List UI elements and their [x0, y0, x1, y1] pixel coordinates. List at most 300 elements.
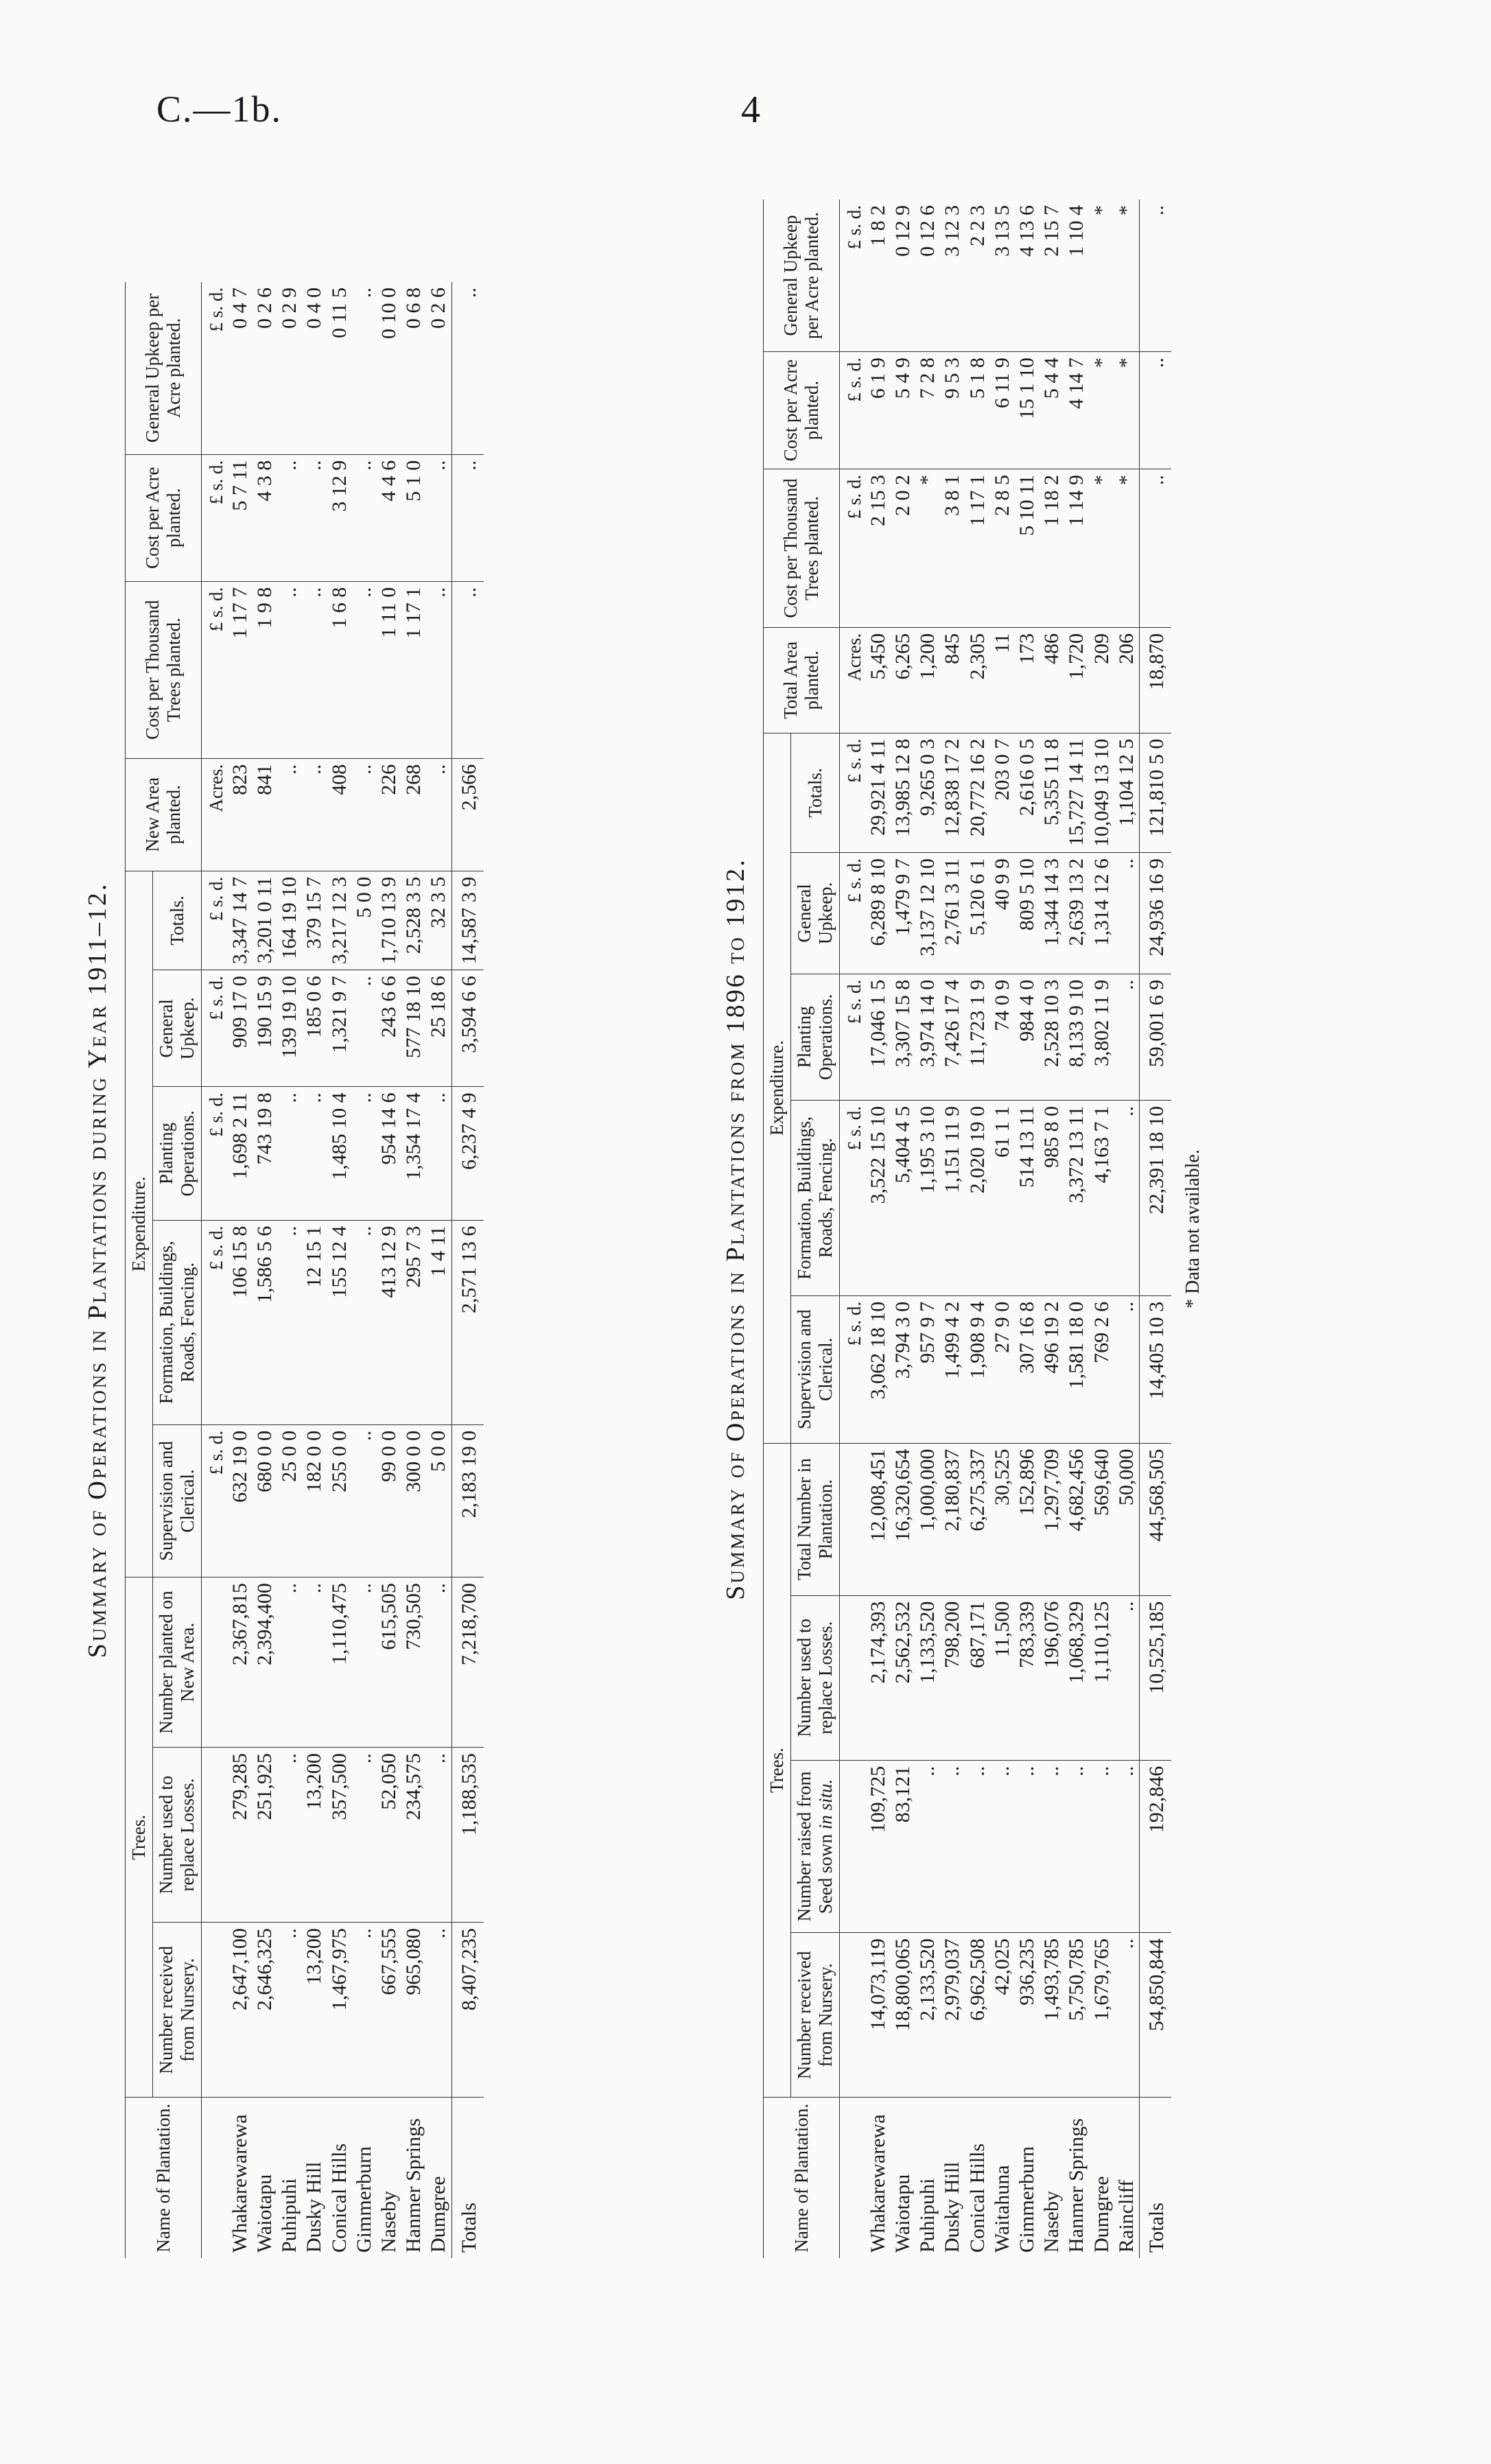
cell-upkeep-acre: 0 10 0: [377, 288, 401, 339]
cell-cost-acre: 6 1 9: [866, 352, 891, 469]
cell-total-area: 18,870: [1139, 628, 1171, 734]
cell-upkeep-acre: 0 4 7: [228, 288, 251, 329]
col-planted: Number planted on New Area.: [153, 1577, 202, 1748]
cell-received: 936,235: [1015, 1933, 1040, 2098]
cell-planting: 1,698 2 11: [228, 1087, 253, 1220]
cell-supervision: ..: [352, 1424, 377, 1577]
col-total-number: Total Number in Plantation.: [791, 1443, 840, 1595]
cell-planted: ..: [352, 1577, 377, 1748]
cell-total-number: 1,000,000: [915, 1443, 940, 1595]
cell-total-number: 16,320,654: [891, 1443, 915, 1595]
table-row: [352, 282, 377, 2258]
cell-totals: 2,528 3 5: [401, 871, 426, 970]
cell-upkeep: 243 6 6: [377, 970, 401, 1087]
cell-upkeep-acre: ..: [451, 282, 484, 454]
unit-label: £ s. d.: [202, 871, 228, 970]
cell-planting: 1,485 10 4: [327, 1087, 352, 1220]
cell-cost-thousand: *: [1114, 469, 1140, 627]
insitu-italic: in situ.: [815, 1779, 836, 1830]
table-row: [915, 200, 940, 2258]
cell-planted: ..: [426, 1577, 451, 1748]
cell-received: ..: [277, 1923, 302, 2098]
table-row: [866, 200, 891, 2258]
cell-totals: 203 0 7: [990, 733, 1015, 853]
cell-total-area: 845: [940, 628, 965, 734]
cell-cost-acre: ..: [302, 454, 327, 581]
cell-cost-thousand: 1 9 8: [253, 581, 277, 758]
col-insitu: [791, 1760, 840, 1932]
cell-planting: ..: [352, 1087, 377, 1220]
cell-upkeep: 3,594 6 6: [451, 970, 484, 1087]
cell-totals: 1,104 12 5: [1114, 733, 1140, 853]
cell-name: Dumgree: [426, 2098, 451, 2258]
cell-new-area: 408: [327, 758, 352, 871]
col-cost-acre: Cost per Acre planted.: [126, 454, 202, 581]
cell-cost-acre: 15 1 10: [1015, 352, 1040, 469]
table-1911-12: [125, 282, 484, 2258]
cell-insitu: ..: [1040, 1760, 1064, 1932]
table-row: [891, 200, 915, 2258]
cell-new-area: 841: [253, 758, 277, 871]
cell-cost-thousand: 1 14 9: [1064, 469, 1089, 627]
unit-label: Acres.: [202, 758, 228, 871]
rotated-content: [0, 200, 1441, 2464]
col-received: Number received from Nursery.: [791, 1933, 840, 2098]
cell-received: 667,555: [377, 1923, 401, 2098]
cell-formation: 413 12 9: [377, 1220, 401, 1424]
cell-planted: 7,218,700: [451, 1577, 484, 1748]
cell-total-area: 5,450: [866, 628, 891, 734]
cell-replace: 279,285: [228, 1748, 253, 1923]
cell-cost-acre: ..: [1139, 352, 1171, 469]
cell-insitu: ..: [1015, 1760, 1040, 1932]
col-new-area: New Area planted.: [126, 758, 202, 871]
table-row: [1090, 200, 1114, 2258]
cell-planting: 3,974 14 0: [915, 974, 940, 1100]
col-totals: Totals.: [153, 871, 202, 970]
cell-formation: 1,586 5 6: [253, 1220, 277, 1424]
cell-upkeep: 1,314 12 6: [1090, 853, 1114, 974]
cell-upkeep-acre: 3 12 3: [941, 205, 964, 257]
cell-upkeep: 6,289 8 10: [866, 853, 891, 974]
cell-total-area: 6,265: [891, 628, 915, 734]
cell-insitu: ..: [1064, 1760, 1089, 1932]
col-supervision: Supervision and Clerical.: [791, 1295, 840, 1443]
cell-supervision: 3,062 18 10: [866, 1295, 891, 1443]
cell-upkeep: 25 18 6: [426, 970, 451, 1087]
cell-upkeep: 577 18 10: [401, 970, 426, 1087]
cell-upkeep-acre: 0 12 9: [891, 205, 915, 257]
cell-formation: 1,151 11 9: [940, 1101, 965, 1296]
cell-totals: 20,772 16 2: [965, 733, 990, 853]
table-row: [327, 282, 352, 2258]
cell-totals: 9,265 0 3: [915, 733, 940, 853]
cell-upkeep: 40 9 9: [990, 853, 1015, 974]
cell-cost-thousand: 1 18 2: [1040, 469, 1064, 627]
cell-name: Dumgree: [1090, 2098, 1114, 2258]
cell-formation: ..: [352, 1220, 377, 1424]
cell-upkeep-acre: 0 4 0: [303, 288, 326, 329]
cell-cost-thousand: 5 10 11: [1015, 469, 1040, 627]
cell-formation: 22,391 18 10: [1139, 1101, 1171, 1296]
cell-cost-acre: 7 2 8: [915, 352, 940, 469]
cell-name: Whakarewarewa: [866, 2098, 891, 2258]
cell-cost-thousand: ..: [277, 581, 302, 758]
cell-insitu: ..: [1114, 1760, 1140, 1932]
cell-supervision: 25 0 0: [277, 1424, 302, 1577]
cell-cost-acre: 5 4 4: [1040, 352, 1064, 469]
cell-supervision: 1,499 4 2: [940, 1295, 965, 1443]
cell-upkeep-acre: 1 10 4: [1065, 205, 1088, 257]
cell-replace: 687,171: [965, 1595, 990, 1760]
col-received: Number received from Nursery.: [153, 1923, 202, 2098]
totals-row: [451, 282, 484, 2258]
cell-name: Puhipuhi: [277, 2098, 302, 2258]
cell-received: ..: [1114, 1933, 1140, 2098]
unit-label: £ s. d.: [206, 288, 227, 332]
cell-supervision: 496 19 2: [1040, 1295, 1064, 1443]
cell-formation: 3,372 13 11: [1064, 1101, 1089, 1296]
cell-replace: 52,050: [377, 1748, 401, 1923]
cell-planting: 6,237 4 9: [451, 1087, 484, 1220]
cell-upkeep-acre: 2 2 3: [965, 205, 989, 246]
cell-formation: 155 12 4: [327, 1220, 352, 1424]
cell-totals: 379 15 7: [302, 871, 327, 970]
cell-received: 14,073,119: [866, 1933, 891, 2098]
cell-total-area: 173: [1015, 628, 1040, 734]
cell-planting: 743 19 8: [253, 1087, 277, 1220]
cell-replace: 13,200: [302, 1748, 327, 1923]
cell-upkeep: 3,137 12 10: [915, 853, 940, 974]
cell-replace: 1,133,520: [915, 1595, 940, 1760]
cell-planting: 984 4 0: [1015, 974, 1040, 1100]
col-upkeep: General Upkeep.: [153, 970, 202, 1087]
group-expenditure: Expenditure.: [764, 733, 791, 1443]
unit-label: Acres.: [840, 628, 866, 734]
cell-upkeep-acre: *: [1090, 205, 1113, 215]
cell-totals: 164 19 10: [277, 871, 302, 970]
cell-formation: ..: [1114, 1101, 1140, 1296]
cell-replace: 2,562,532: [891, 1595, 915, 1760]
cell-totals: 10,049 13 10: [1090, 733, 1114, 853]
cell-formation: 295 7 3: [401, 1220, 426, 1424]
cell-planting: ..: [277, 1087, 302, 1220]
cell-cost-thousand: ..: [1139, 469, 1171, 627]
cell-received: 965,080: [401, 1923, 426, 2098]
cell-new-area: ..: [426, 758, 451, 871]
cell-supervision: 300 0 0: [401, 1424, 426, 1577]
table-row: [940, 200, 965, 2258]
cell-replace: 10,525,185: [1139, 1595, 1171, 1760]
cell-received: 1,679,765: [1090, 1933, 1114, 2098]
cell-cost-acre: 9 5 3: [940, 352, 965, 469]
cell-replace: 783,339: [1015, 1595, 1040, 1760]
cell-name: Hanmer Springs: [1064, 2098, 1089, 2258]
cell-total-area: 486: [1040, 628, 1064, 734]
table-row: [1040, 200, 1064, 2258]
cell-replace: 2,174,393: [866, 1595, 891, 1760]
cell-upkeep: 24,936 16 9: [1139, 853, 1171, 974]
cell-received: ..: [426, 1923, 451, 2098]
group-trees: Trees.: [764, 1443, 791, 2098]
cell-formation: 3,522 15 10: [866, 1101, 891, 1296]
col-upkeep: General Upkeep.: [791, 853, 840, 974]
cell-replace: ..: [277, 1748, 302, 1923]
cell-name: Gimmerburn: [352, 2098, 377, 2258]
cell-received: 1,493,785: [1040, 1933, 1064, 2098]
cell-formation: 1,195 3 10: [915, 1101, 940, 1296]
col-total-area: Total Area planted.: [764, 628, 840, 734]
col-name: Name of Plantation.: [764, 2098, 840, 2258]
unit-label: £ s. d.: [844, 205, 865, 250]
cell-formation: 61 1 1: [990, 1101, 1015, 1296]
unit-label: £ s. d.: [840, 853, 866, 974]
cell-cost-acre: ..: [426, 454, 451, 581]
cell-received: 2,647,100: [228, 1923, 253, 2098]
cell-name: Naseby: [1040, 2098, 1064, 2258]
cell-upkeep-acre: *: [1114, 205, 1138, 215]
unit-label: £ s. d.: [202, 970, 228, 1087]
cell-supervision: 5 0 0: [426, 1424, 451, 1577]
cell-total-area: 2,305: [965, 628, 990, 734]
cell-insitu: ..: [1090, 1760, 1114, 1932]
cell-totals: 12,838 17 2: [940, 733, 965, 853]
cell-upkeep-acre: 0 12 6: [916, 205, 939, 257]
cell-total-number: 44,568,505: [1139, 1443, 1171, 1595]
unit-label: £ s. d.: [840, 1101, 866, 1296]
cell-totals: 13,985 12 8: [891, 733, 915, 853]
unit-label: £ s. d.: [840, 469, 866, 627]
cell-received: 6,962,508: [965, 1933, 990, 2098]
unit-label: £ s. d.: [202, 454, 228, 581]
cell-replace: ..: [426, 1748, 451, 1923]
cell-cost-acre: *: [1090, 352, 1114, 469]
cell-supervision: 14,405 10 3: [1139, 1295, 1171, 1443]
cell-upkeep: ..: [1114, 853, 1140, 974]
cell-planting: ..: [426, 1087, 451, 1220]
cell-supervision: 632 19 0: [228, 1424, 253, 1577]
cell-cost-acre: 5 7 11: [228, 454, 253, 581]
col-totals: Totals.: [791, 733, 840, 853]
unit-label: £ s. d.: [840, 1295, 866, 1443]
cell-supervision: 99 0 0: [377, 1424, 401, 1577]
cell-planting: 17,046 1 5: [866, 974, 891, 1100]
cell-insitu: ..: [915, 1760, 940, 1932]
cell-cost-thousand: ..: [302, 581, 327, 758]
cell-cost-thousand: ..: [352, 581, 377, 758]
cell-planting: 74 0 9: [990, 974, 1015, 1100]
unit-label: £ s. d.: [840, 733, 866, 853]
cell-insitu: 192,846: [1139, 1760, 1171, 1932]
cell-cost-thousand: 2 15 3: [866, 469, 891, 627]
cell-new-area: 823: [228, 758, 253, 871]
cell-supervision: 27 9 0: [990, 1295, 1015, 1443]
cell-formation: 2,020 19 0: [965, 1101, 990, 1296]
cell-replace: 251,925: [253, 1748, 277, 1923]
col-upkeep-acre: General Upkeep per Acre planted.: [780, 211, 823, 340]
cell-replace: 1,110,125: [1090, 1595, 1114, 1760]
cell-received: 18,800,065: [891, 1933, 915, 2098]
cell-planting: 2,528 10 3: [1040, 974, 1064, 1100]
cell-upkeep-acre: 3 13 5: [990, 205, 1013, 257]
table-1896-1912: [763, 200, 1171, 2258]
cell-planted: 2,394,400: [253, 1577, 277, 1748]
cell-planting: 3,802 11 9: [1090, 974, 1114, 1100]
cell-formation: 2,571 13 6: [451, 1220, 484, 1424]
cell-upkeep: 190 15 9: [253, 970, 277, 1087]
unit-label: £ s. d.: [202, 581, 228, 758]
cell-name: Hanmer Springs: [401, 2098, 426, 2258]
cell-name: Whakarewarewa: [228, 2098, 253, 2258]
cell-upkeep-acre: 0 2 6: [253, 288, 277, 329]
cell-upkeep: 185 0 6: [302, 970, 327, 1087]
cell-total-area: 209: [1090, 628, 1114, 734]
cell-planted: 1,110,475: [327, 1577, 352, 1748]
col-planting: Planting Operations.: [153, 1087, 202, 1220]
cell-insitu: ..: [940, 1760, 965, 1932]
cell-formation: 106 15 8: [228, 1220, 253, 1424]
cell-upkeep: 809 5 10: [1015, 853, 1040, 974]
table1-body: [202, 282, 484, 2258]
cell-cost-thousand: 1 6 8: [327, 581, 352, 758]
cell-cost-thousand: *: [1090, 469, 1114, 627]
cell-planted: ..: [302, 1577, 327, 1748]
cell-supervision: 680 0 0: [253, 1424, 277, 1577]
cell-name: Naseby: [377, 2098, 401, 2258]
cell-upkeep-acre: 0 11 5: [327, 288, 351, 338]
cell-name: Waitahuna: [990, 2098, 1015, 2258]
cell-received: 2,646,325: [253, 1923, 277, 2098]
cell-totals: 3,201 0 11: [253, 871, 277, 970]
cell-upkeep: 1,321 9 7: [327, 970, 352, 1087]
cell-cost-thousand: *: [915, 469, 940, 627]
cell-cost-thousand: 2 8 5: [990, 469, 1015, 627]
cell-cost-acre: 4 3 8: [253, 454, 277, 581]
cell-totals: 3,347 14 7: [228, 871, 253, 970]
cell-supervision: 957 9 7: [915, 1295, 940, 1443]
cell-received: 5,750,785: [1064, 1933, 1089, 2098]
table2-title: Summary of Operations in Plantations from 1896 to 1912.: [721, 858, 750, 1600]
cell-totals: 14,587 3 9: [451, 871, 484, 970]
unit-label: £ s. d.: [202, 1220, 228, 1424]
footnote: * Data not available.: [1182, 1149, 1204, 1309]
units-row: [840, 200, 866, 2258]
cell-upkeep-acre: ..: [1139, 200, 1171, 352]
cell-cost-thousand: 1 17 7: [228, 581, 253, 758]
cell-cost-acre: ..: [277, 454, 302, 581]
cell-formation: ..: [277, 1220, 302, 1424]
cell-insitu: ..: [990, 1760, 1015, 1932]
series-reference: C.—1b.: [156, 89, 283, 130]
cell-supervision: 2,183 19 0: [451, 1424, 484, 1577]
cell-supervision: 1,908 9 4: [965, 1295, 990, 1443]
cell-supervision: ..: [1114, 1295, 1140, 1443]
cell-replace: 357,500: [327, 1748, 352, 1923]
table-row: [302, 282, 327, 2258]
col-cost-thousand: Cost per Thousand Trees planted.: [126, 581, 202, 758]
cell-new-area: ..: [302, 758, 327, 871]
cell-supervision: 1,581 18 0: [1064, 1295, 1089, 1443]
cell-name: Totals: [451, 2098, 484, 2258]
cell-cost-acre: *: [1114, 352, 1140, 469]
cell-received: 8,407,235: [451, 1923, 484, 2098]
table-row: [277, 282, 302, 2258]
cell-replace: 11,500: [990, 1595, 1015, 1760]
cell-upkeep: 909 17 0: [228, 970, 253, 1087]
cell-replace: 1,068,329: [1064, 1595, 1089, 1760]
cell-new-area: ..: [352, 758, 377, 871]
cell-formation: 985 8 0: [1040, 1101, 1064, 1296]
cell-upkeep: 5,120 6 1: [965, 853, 990, 974]
cell-cost-thousand: 1 11 0: [377, 581, 401, 758]
cell-name: Raincliff: [1114, 2098, 1140, 2258]
cell-supervision: 3,794 3 0: [891, 1295, 915, 1443]
cell-received: 2,979,037: [940, 1933, 965, 2098]
cell-formation: 1 4 11: [426, 1220, 451, 1424]
col-supervision: Supervision and Clerical.: [153, 1424, 202, 1577]
cell-total-number: 12,008,451: [866, 1443, 891, 1595]
cell-name: Conical Hills: [965, 2098, 990, 2258]
table-row: [965, 200, 990, 2258]
cell-replace: ..: [1114, 1595, 1140, 1760]
cell-totals: 2,616 0 5: [1015, 733, 1040, 853]
cell-new-area: ..: [277, 758, 302, 871]
cell-cost-acre: 3 12 9: [327, 454, 352, 581]
cell-total-area: 206: [1114, 628, 1140, 734]
cell-name: Waiotapu: [891, 2098, 915, 2258]
col-replace: Number used to replace Losses.: [153, 1748, 202, 1923]
table-row: [1015, 200, 1040, 2258]
cell-supervision: 255 0 0: [327, 1424, 352, 1577]
cell-total-area: 1,200: [915, 628, 940, 734]
cell-new-area: 2,566: [451, 758, 484, 871]
group-trees: Trees.: [126, 1577, 153, 2098]
col-formation: Formation, Buildings, Roads, Fencing.: [791, 1101, 840, 1296]
cell-cost-thousand: 2 0 2: [891, 469, 915, 627]
cell-total-number: 152,896: [1015, 1443, 1040, 1595]
cell-formation: 5,404 4 5: [891, 1101, 915, 1296]
col-name: Name of Plantation.: [126, 2098, 202, 2258]
cell-received: 2,133,520: [915, 1933, 940, 2098]
table-row: [377, 282, 401, 2258]
cell-total-area: 11: [990, 628, 1015, 734]
col-upkeep-acre: General Upkeep per Acre planted.: [142, 293, 185, 443]
cell-totals: 121,810 5 0: [1139, 733, 1171, 853]
cell-totals: 3,217 12 3: [327, 871, 352, 970]
cell-cost-acre: 6 11 9: [990, 352, 1015, 469]
cell-planting: 3,307 15 8: [891, 974, 915, 1100]
cell-received: 54,850,844: [1139, 1933, 1171, 2098]
table1-title: Summary of Operations in Plantations during Year 1911–12.: [83, 882, 112, 1658]
cell-name: Dusky Hill: [940, 2098, 965, 2258]
cell-planting: 954 14 6: [377, 1087, 401, 1220]
table-row: [1064, 200, 1089, 2258]
cell-upkeep: 1,344 14 3: [1040, 853, 1064, 974]
cell-received: 1,467,975: [327, 1923, 352, 2098]
cell-total-number: 2,180,837: [940, 1443, 965, 1595]
cell-cost-acre: 4 14 7: [1064, 352, 1089, 469]
cell-total-number: 30,525: [990, 1443, 1015, 1595]
cell-totals: 29,921 4 11: [866, 733, 891, 853]
table-1911-12-section: [82, 282, 484, 2258]
cell-supervision: 307 16 8: [1015, 1295, 1040, 1443]
col-cost-thousand: Cost per Thousand Trees planted.: [764, 469, 840, 627]
cell-totals: 15,727 14 11: [1064, 733, 1089, 853]
col-cost-acre: Cost per Acre planted.: [764, 352, 840, 469]
cell-total-number: 1,297,709: [1040, 1443, 1064, 1595]
cell-replace: 234,575: [401, 1748, 426, 1923]
table-row: [253, 282, 277, 2258]
